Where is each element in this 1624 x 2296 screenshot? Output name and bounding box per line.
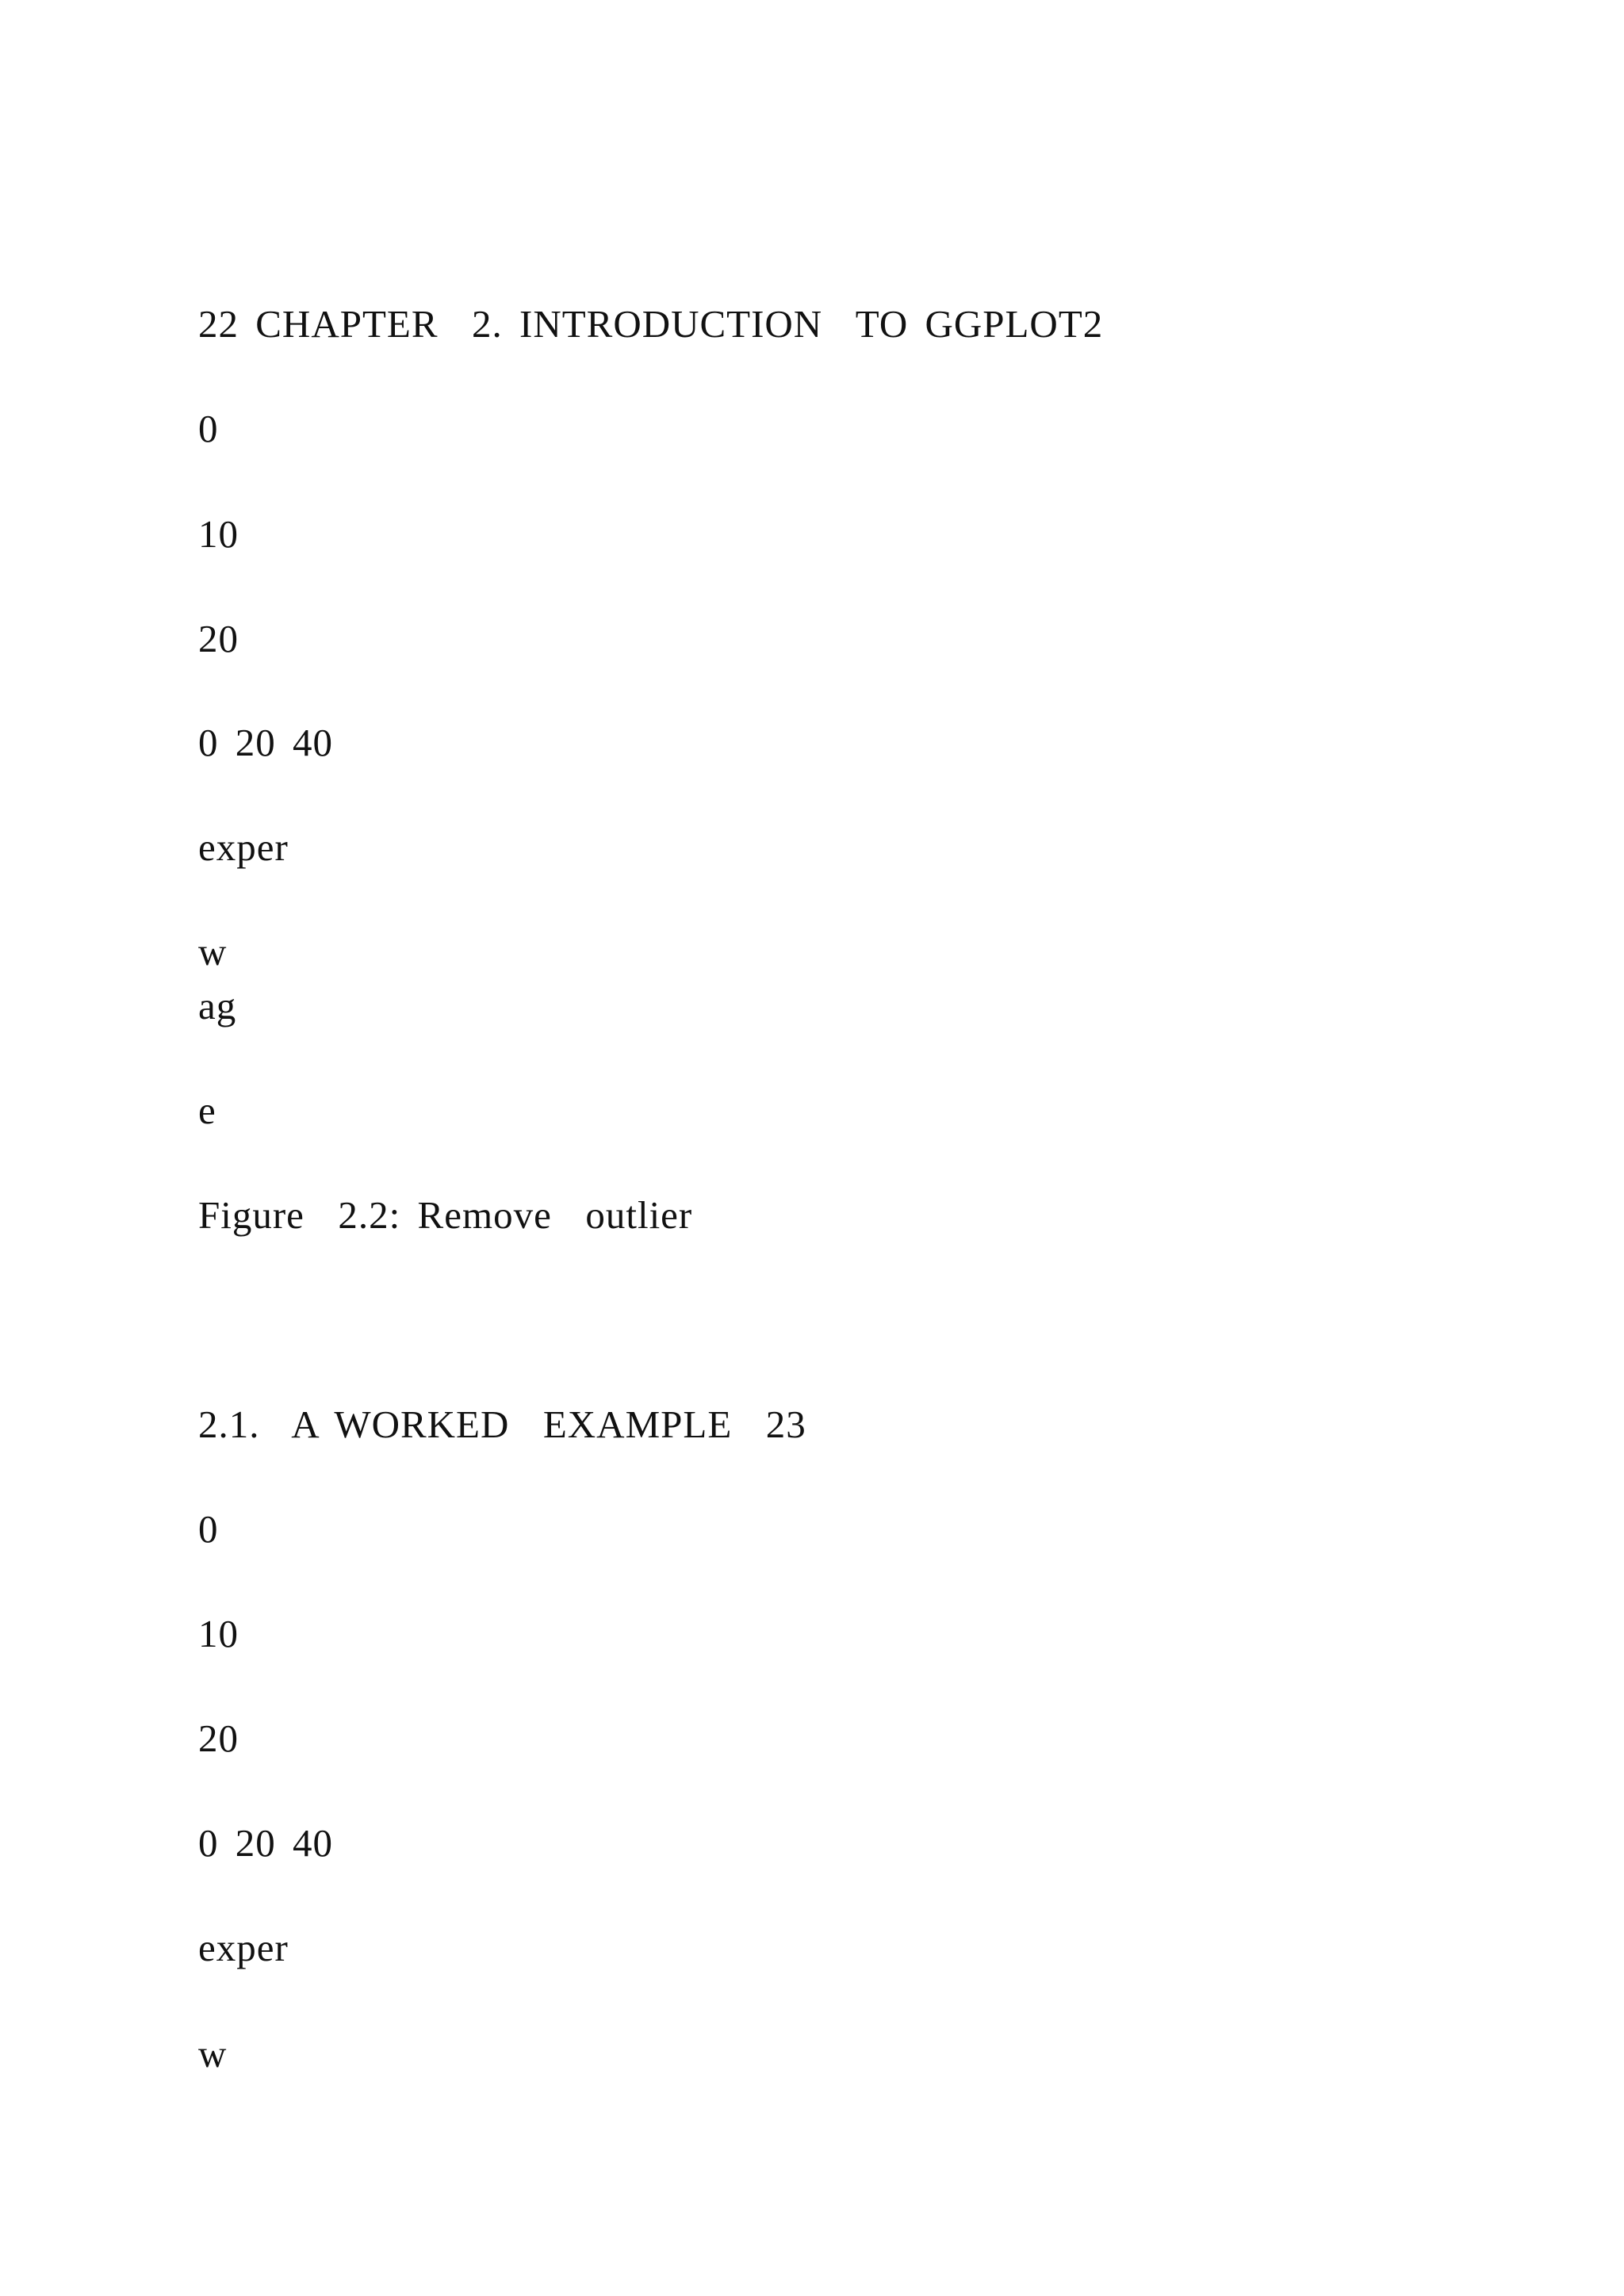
y-tick-label: 20 bbox=[198, 1716, 239, 1760]
y-tick-label: 10 bbox=[198, 1612, 239, 1655]
y-tick-label: 20 bbox=[198, 617, 239, 660]
x-tick-labels: 0 20 40 bbox=[198, 1821, 333, 1865]
y-tick-label: 0 bbox=[198, 1507, 219, 1551]
running-header: 2.1. A WORKED EXAMPLE 23 bbox=[198, 1402, 806, 1446]
x-tick-labels: 0 20 40 bbox=[198, 721, 333, 764]
x-axis-label: exper bbox=[198, 825, 289, 869]
y-axis-label-fragment: w bbox=[198, 930, 228, 974]
y-axis-label-fragment: e bbox=[198, 1089, 216, 1132]
y-axis-label-fragment: ag bbox=[198, 984, 237, 1027]
y-tick-label: 0 bbox=[198, 407, 219, 450]
y-axis-label-fragment: w bbox=[198, 2032, 228, 2076]
running-header: 22 CHAPTER 2. INTRODUCTION TO GGPLOT2 bbox=[198, 302, 1104, 346]
x-axis-label: exper bbox=[198, 1926, 289, 1969]
y-tick-label: 10 bbox=[198, 512, 239, 556]
figure-caption: Figure 2.2: Remove outlier bbox=[198, 1193, 693, 1237]
